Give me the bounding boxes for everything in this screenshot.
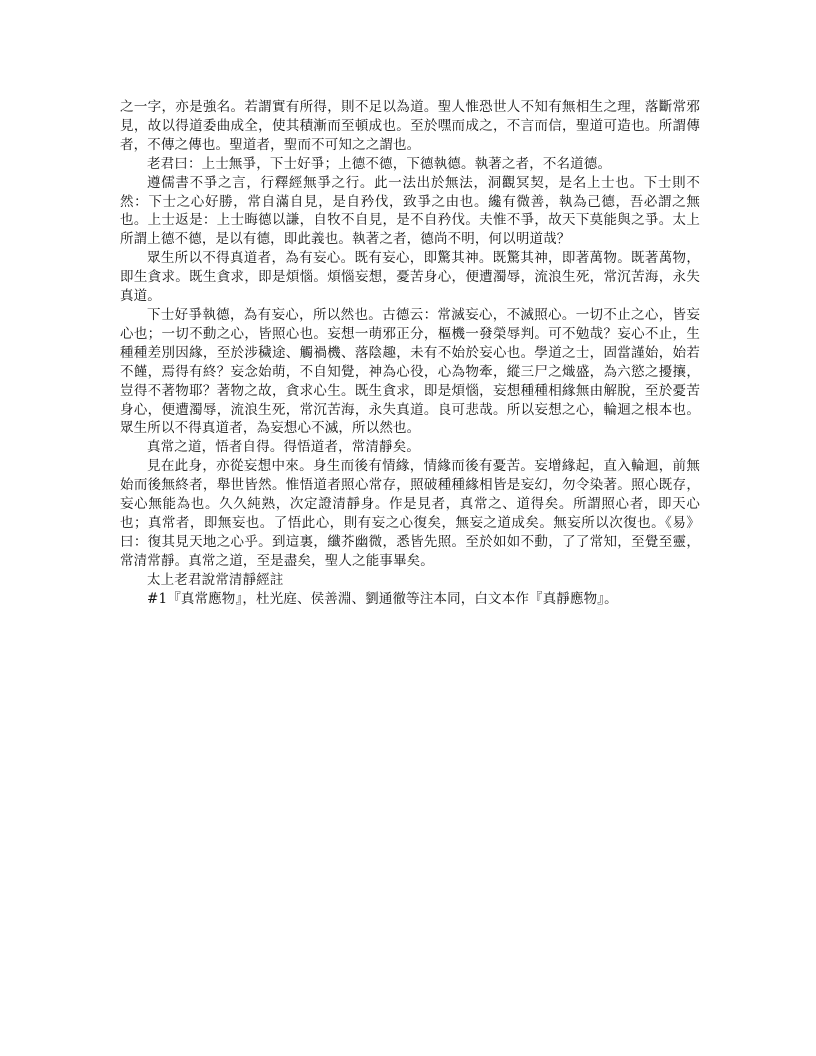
commentary-paragraph: 下士好爭執德，為有妄心，所以然也。古德云：常滅妄心，不滅照心。一切不止之心，皆妄心也；一切不動之心，皆照心也。妄想一萌邪正分，樞機一發榮辱判。可不勉哉？妄心不止，生種種差別因緣，至於涉穢途、觸禍機、落陰趣，未有不始於妄心也。學道之士，固當謹始，始若不饉，焉得有終？妄念始萌，不自知覺，神為心役，心為物牽，縱三尸之熾盛，為六慾之擾攘，豈得不著物耶？著物之故，貪求心生。既生貪求，即是煩惱，妄想種種相緣無由解脫，至於憂苦身心，便遭濁辱，流浪生死，常沉苦海，永失真道。良可悲哉。所以妄想之心，輪迴之根本也。眾生所以不得真道者，為妄想心不滅，所以然也。: [120, 306, 700, 437]
commentary-paragraph: 遵儒書不爭之言，行釋經無爭之行。此一法出於無法，洞觀冥契，是名上士也。下士則不然：下士之心好勝，常自滿自見，是自矜伐，致爭之由也。纔有微善，執為己德，吾必謂之無也。上士返是：上士晦德以謙，自牧不自見，是不自矜伐。夫惟不爭，故天下莫能與之爭。太上所謂上德不德，是以有德，即此義也。執著之者，德尚不明，何以明道哉？: [120, 174, 700, 248]
scripture-quote-zhongsheng: 眾生所以不得真道者，為有妄心。既有妄心，即驚其神。既驚其神，即著萬物。既著萬物，即生貪求。既生貪求，即是煩惱。煩惱妄想，憂苦身心，便遭濁辱，流浪生死，常沉苦海，永失真道。: [120, 250, 700, 305]
commentary-paragraph: 見在此身，亦從妄想中來。身生而後有情緣，情緣而後有憂苦。妄增緣起，直入輪迴，前無始而後無終者，舉世皆然。惟悟道者照心常存，照破種種緣相皆是妄幻，勿令染著。照心既存，妄心無能為也。久久純熟，次定證清靜身。作是見者，真常之、道得矣。所謂照心者，即天心也；真常者，即無妄也。了悟此心，則有妄之心復矣，無妄之道成矣。無妄所以次復也。《易》曰：復其見天地之心乎。到這裏，纖芥幽微，悉皆先照。至於如如不動，了了常知，至覺至靈，常清常靜。真常之道，至是盡矣，聖人之能事畢矣。: [120, 458, 700, 569]
footnote: #1『真常應物』，杜光庭、侯善淵、劉通徹等注本同，白文本作『真靜應物』。: [147, 590, 618, 607]
closing-title: 太上老君說常清靜經註: [147, 571, 284, 588]
document-page: [120, 98, 700, 608]
paragraph-continuation: 之一字，亦是強名。若謂實有所得，則不足以為道。聖人惟恐世人不知有無相生之理，落斷常邪見，故以得道委曲成全，使其積漸而至頓成也。至於嘿而成之，不言而信，聖道可造也。所謂傳者，不傳之傳也。聖道者，聖而不可知之之謂也。: [120, 99, 700, 153]
scripture-quote-laojun: 老君曰：上士無爭，下士好爭；上德不德，下德執德。執著之者，不名道德。: [147, 155, 612, 172]
scripture-quote-zhenchang: 真常之道，悟者自得。得悟道者，常清靜矣。: [147, 439, 420, 456]
